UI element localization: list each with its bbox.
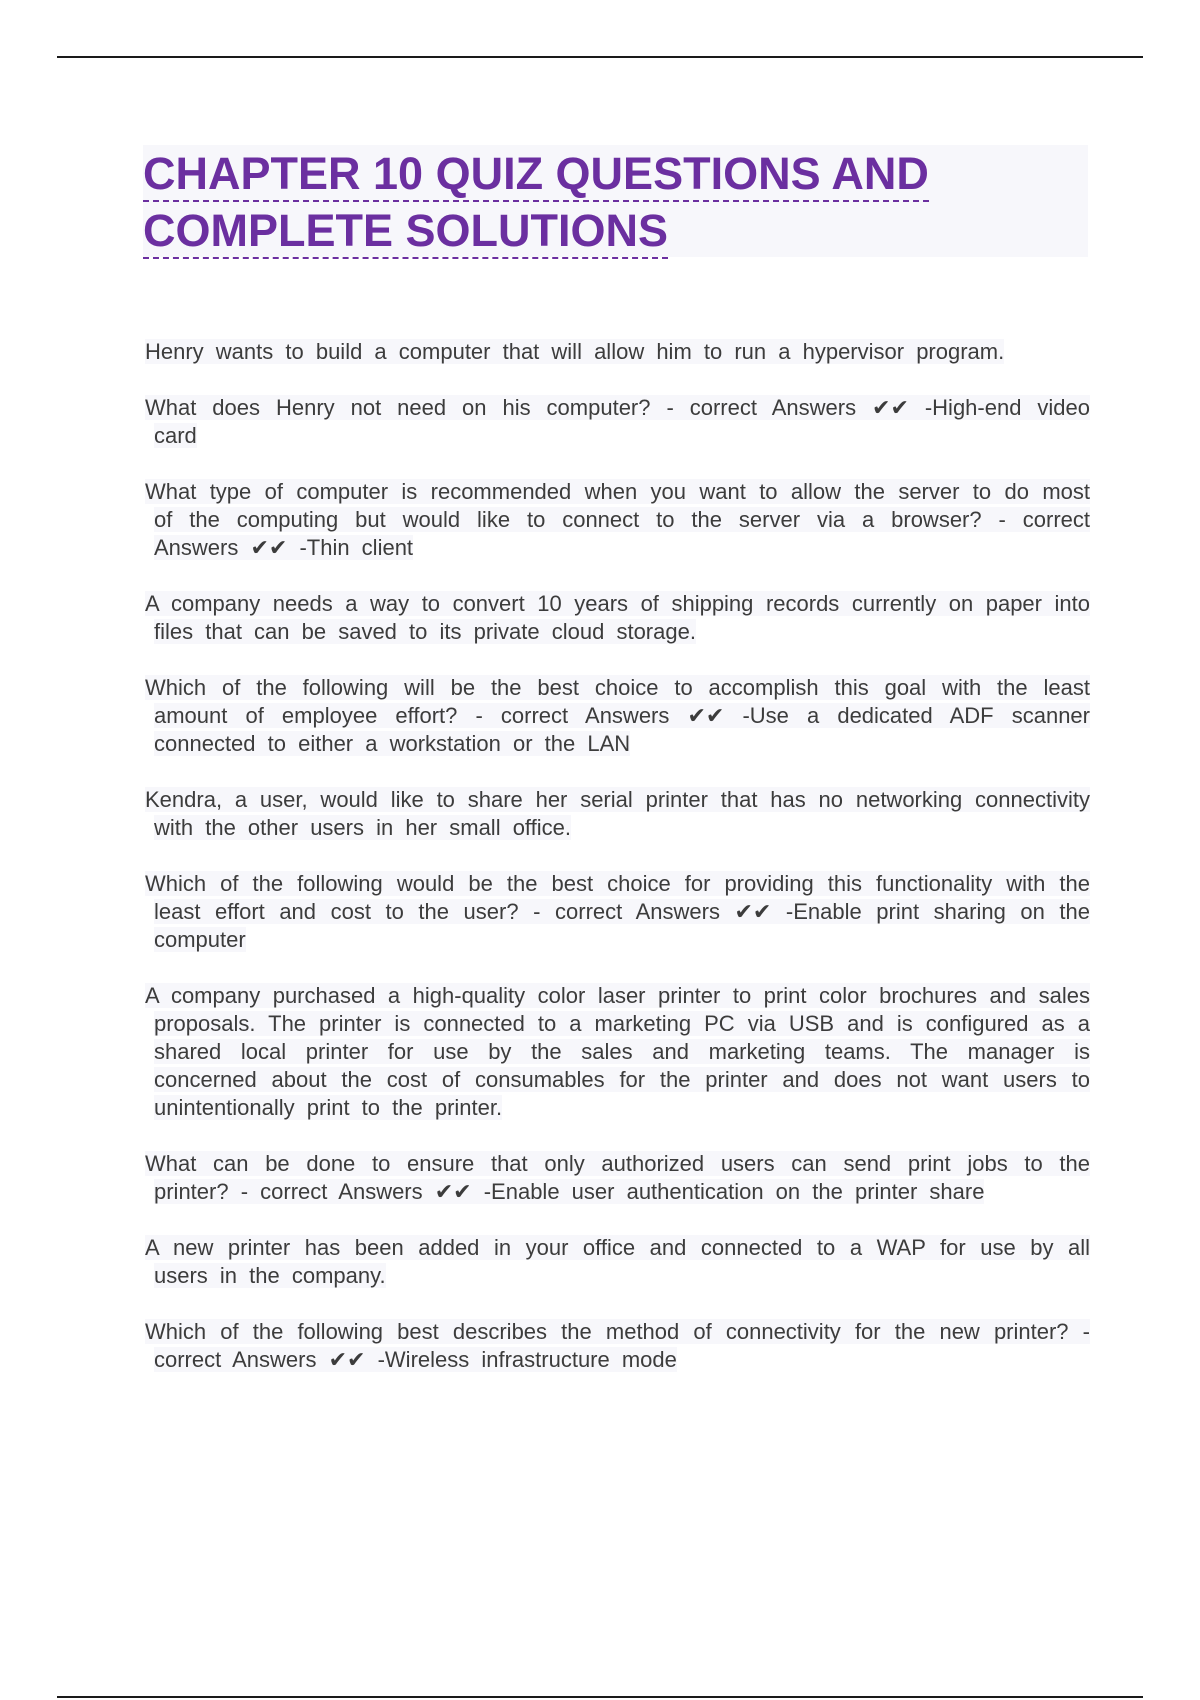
- qa-content: [145, 338, 1090, 1402]
- title-block: [143, 145, 1088, 257]
- paragraph: [145, 1318, 1090, 1374]
- paragraph: [145, 590, 1090, 646]
- paragraph-text: A new printer has been added in your office and connected to a WAP for use by all users in the company.: [145, 1235, 1090, 1288]
- paragraph-text: Henry wants to build a computer that will allow him to run a hypervisor program.: [145, 339, 1005, 364]
- paragraph-text: Which of the following best describes the method of connectivity for the new printer? - correct Answers ✔✔ -Wireless infrastructure mode: [145, 1319, 1090, 1372]
- paragraph: [145, 870, 1090, 954]
- paragraph: [145, 478, 1090, 562]
- paragraph: [145, 982, 1090, 1122]
- bottom-rule: [57, 1696, 1143, 1698]
- document-title: [143, 145, 1088, 259]
- paragraph: [145, 674, 1090, 758]
- paragraph: [145, 786, 1090, 842]
- paragraph: [145, 338, 1090, 366]
- title-line-1: CHAPTER 10 QUIZ QUESTIONS AND: [143, 148, 929, 202]
- paragraph-text: Which of the following will be the best choice to accomplish this goal with the least amount of employee effort? - correct Answers ✔✔ -Use a dedicated ADF scanner connected to either a workstation or the LAN: [145, 675, 1090, 756]
- paragraph-text: What does Henry not need on his computer? - correct Answers ✔✔ -High-end video card: [145, 395, 1090, 448]
- paragraph-text: A company needs a way to convert 10 years of shipping records currently on paper into files that can be saved to its private cloud storage.: [145, 591, 1090, 644]
- paragraph-text: Kendra, a user, would like to share her serial printer that has no networking connectivity with the other users in her small office.: [145, 787, 1090, 840]
- paragraph: [145, 394, 1090, 450]
- top-rule: [57, 56, 1143, 58]
- paragraph-text: Which of the following would be the best choice for providing this functionality with the least effort and cost to the user? - correct Answers ✔✔ -Enable print sharing on the computer: [145, 871, 1090, 952]
- paragraph: [145, 1234, 1090, 1290]
- paragraph-text: What type of computer is recommended when you want to allow the server to do most of the computing but would like to connect to the server via a browser? - correct Answers ✔✔ -Thin client: [145, 479, 1090, 560]
- title-line-2: COMPLETE SOLUTIONS: [143, 205, 668, 259]
- paragraph: [145, 1150, 1090, 1206]
- paragraph-text: A company purchased a high-quality color laser printer to print color brochures and sales proposals. The printer is connected to a marketing PC via USB and is configured as a shared local printer for use by the sales and marketing teams. The manager is concerned about the cost of consumables for the printer and does not want users to unintentionally print to the printer.: [145, 983, 1090, 1120]
- paragraph-text: What can be done to ensure that only authorized users can send print jobs to the printer? - correct Answers ✔✔ -Enable user authentication on the printer share: [145, 1151, 1090, 1204]
